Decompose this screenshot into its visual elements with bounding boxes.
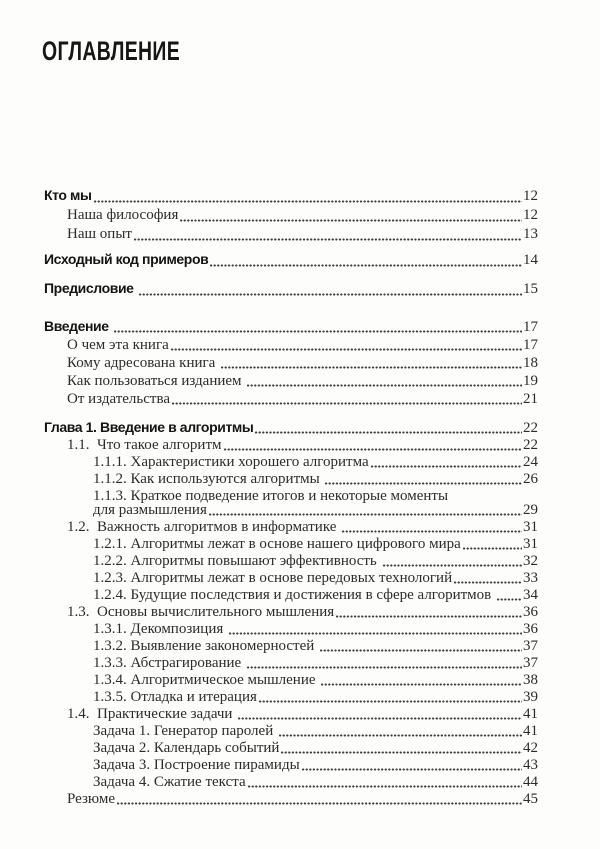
toc-entry <box>44 419 538 437</box>
toc <box>44 186 538 808</box>
dot-leader <box>253 419 523 437</box>
toc-entry-label: Наш опыт <box>67 226 132 242</box>
toc-entry-page: 31 <box>523 519 538 535</box>
toc-entry-label: 1.2.1. Алгоритмы лежат в основе нашего цифрового мира <box>93 536 461 552</box>
toc-entry-label: Исходный код примеров <box>44 251 209 267</box>
toc-entry <box>44 471 538 488</box>
toc-entry-page: 38 <box>523 672 538 688</box>
toc-entry-label: От издательства <box>67 391 171 407</box>
toc-entry-label: 1.4. Практические задачи <box>67 706 237 722</box>
toc-entry-page: 37 <box>523 638 538 654</box>
dot-leader <box>318 638 523 655</box>
toc-entry-label: для размышления <box>93 502 207 518</box>
toc-group-who-we-are <box>44 186 538 244</box>
dot-leader <box>227 621 523 638</box>
toc-entry-label: Введение <box>44 318 113 334</box>
dot-leader <box>277 723 523 740</box>
dot-leader <box>245 655 523 672</box>
dot-leader <box>245 372 523 390</box>
toc-entry <box>44 587 538 604</box>
toc-entry-page: 33 <box>523 570 538 586</box>
toc-entry-label: Глава 1. Введение в алгоритмы <box>44 419 254 435</box>
toc-entry-page: 18 <box>523 355 538 371</box>
toc-entry <box>44 621 538 638</box>
toc-entry <box>44 519 538 536</box>
toc-entry-page: 44 <box>523 774 538 790</box>
toc-entry-page: 15 <box>523 281 538 297</box>
toc-entry-page: 17 <box>523 319 538 335</box>
toc-entry-page: 19 <box>523 373 538 389</box>
toc-entry-label: Как пользоваться изданием <box>67 373 246 389</box>
dot-leader <box>219 354 523 372</box>
dot-leader <box>257 689 523 706</box>
toc-entry-page: 22 <box>523 437 538 453</box>
toc-entry-label: Наша философия <box>67 207 179 223</box>
toc-entry-page: 41 <box>523 706 538 722</box>
dot-leader <box>169 336 523 354</box>
toc-entry-label: 1.3.2. Выявление закономерностей <box>93 638 319 654</box>
toc-group-introduction <box>44 317 538 408</box>
toc-entry-label: 1.2. Важность алгоритмов в информатике <box>67 519 341 535</box>
toc-entry-page: 37 <box>523 655 538 671</box>
dot-leader <box>178 206 523 225</box>
dot-leader <box>279 740 523 757</box>
toc-entry-page: 41 <box>523 723 538 739</box>
toc-entry-page: 42 <box>523 740 538 756</box>
toc-entry-page: 29 <box>523 502 538 518</box>
toc-entry-page: 12 <box>523 188 538 204</box>
toc-entry-label: 1.2.2. Алгоритмы повышают эффективность <box>93 553 381 569</box>
toc-entry-label: Задача 4. Сжатие текста <box>93 774 246 790</box>
dot-leader <box>452 570 523 587</box>
toc-entry-label: 1.1. Что такое алгоритм <box>67 437 222 453</box>
toc-entry <box>44 774 538 791</box>
dot-leader <box>381 553 523 570</box>
toc-entry <box>44 723 538 740</box>
toc-entry-label: 1.1.1. Характеристики хорошего алгоритма <box>93 454 369 470</box>
toc-entry-page: 24 <box>523 454 538 470</box>
toc-group-chapter-1 <box>44 419 538 808</box>
toc-group-preface <box>44 279 538 299</box>
toc-entry <box>44 502 538 519</box>
toc-entry <box>44 791 538 808</box>
toc-entry <box>44 354 538 372</box>
toc-entry-page: 34 <box>523 587 538 603</box>
toc-entry <box>44 390 538 408</box>
toc-entry <box>44 336 538 354</box>
dot-leader <box>132 225 523 244</box>
dot-leader <box>300 757 523 774</box>
toc-entry-label: Предисловие <box>44 280 138 296</box>
toc-entry <box>44 706 538 723</box>
toc-entry-label: 1.3.5. Отладка и итерация <box>93 689 257 705</box>
toc-group-source-code <box>44 250 538 270</box>
toc-entry-label: 1.3.3. Абстрагирование <box>93 655 245 671</box>
dot-leader <box>319 672 523 689</box>
toc-entry-page: 43 <box>523 757 538 773</box>
dot-leader <box>323 471 523 488</box>
toc-entry-label: Кому адресована книга <box>67 355 220 371</box>
toc-entry <box>44 655 538 672</box>
toc-entry-page: 17 <box>523 337 538 353</box>
toc-entry-page: 31 <box>523 536 538 552</box>
dot-leader <box>92 186 523 206</box>
toc-entry <box>44 536 538 553</box>
dot-leader <box>112 317 523 336</box>
toc-entry-label: 1.2.3. Алгоритмы лежат в основе передовых технологий <box>93 570 453 586</box>
toc-entry <box>44 186 538 206</box>
toc-entry-page: 12 <box>523 207 538 223</box>
toc-entry-page: 21 <box>523 391 538 407</box>
toc-entry <box>44 570 538 587</box>
toc-entry <box>44 279 538 299</box>
toc-entry-label: 1.3.1. Декомпозиция <box>93 621 227 637</box>
toc-entry-page: 22 <box>523 420 538 436</box>
toc-entry-label: Задача 1. Генератор паролей <box>93 723 277 739</box>
dot-leader <box>207 502 523 519</box>
toc-entry-label: Задача 3. Построение пирамиды <box>93 757 300 773</box>
dot-leader <box>115 791 523 808</box>
toc-entry-page: 26 <box>523 471 538 487</box>
toc-entry <box>44 250 538 270</box>
dot-leader <box>236 706 523 723</box>
toc-entry-page: 13 <box>523 226 538 242</box>
toc-entry-label: 1.2.4. Будущие последствия и достижения в сфере алгоритмов <box>93 587 495 603</box>
toc-entry-label: Резюме <box>67 791 116 807</box>
toc-entry-label: Кто мы <box>44 187 92 203</box>
toc-entry-page: 45 <box>523 791 538 807</box>
toc-entry <box>44 638 538 655</box>
toc-entry-label: 1.3.4. Алгоритмическое мышление <box>93 672 320 688</box>
toc-entry-label: 1.1.2. Как используются алгоритмы <box>93 471 324 487</box>
toc-entry-page: 39 <box>523 689 538 705</box>
toc-entry <box>44 372 538 390</box>
toc-entry <box>44 672 538 689</box>
toc-entry-label: О чем эта книга <box>67 337 169 353</box>
toc-entry-label: 1.1.3. Краткое подведение итогов и некоторые моменты <box>93 488 449 504</box>
dot-leader <box>369 454 523 471</box>
toc-entry <box>44 740 538 757</box>
dot-leader <box>461 536 523 553</box>
toc-entry-page: 14 <box>523 252 538 268</box>
toc-entry <box>44 206 538 225</box>
toc-entry-page: 32 <box>523 553 538 569</box>
dot-leader <box>222 437 524 454</box>
toc-entry <box>44 689 538 706</box>
toc-entry <box>44 437 538 454</box>
dot-leader <box>208 250 523 270</box>
toc-entry <box>44 553 538 570</box>
page-title: ОГЛАВЛЕНИЕ <box>42 36 181 66</box>
toc-entry <box>44 317 538 336</box>
dot-leader <box>334 604 523 621</box>
toc-entry-page: 36 <box>523 604 538 620</box>
dot-leader <box>340 519 523 536</box>
toc-entry <box>44 757 538 774</box>
toc-entry <box>44 604 538 621</box>
toc-entry-label: Задача 2. Календарь событий <box>93 740 280 756</box>
dot-leader <box>170 390 523 408</box>
dot-leader <box>137 279 523 299</box>
dot-leader <box>246 774 523 791</box>
toc-entry-page: 36 <box>523 621 538 637</box>
toc-entry <box>44 454 538 471</box>
dot-leader <box>495 587 523 604</box>
toc-entry-label: 1.3. Основы вычислительного мышления <box>67 604 335 620</box>
toc-entry <box>44 225 538 244</box>
